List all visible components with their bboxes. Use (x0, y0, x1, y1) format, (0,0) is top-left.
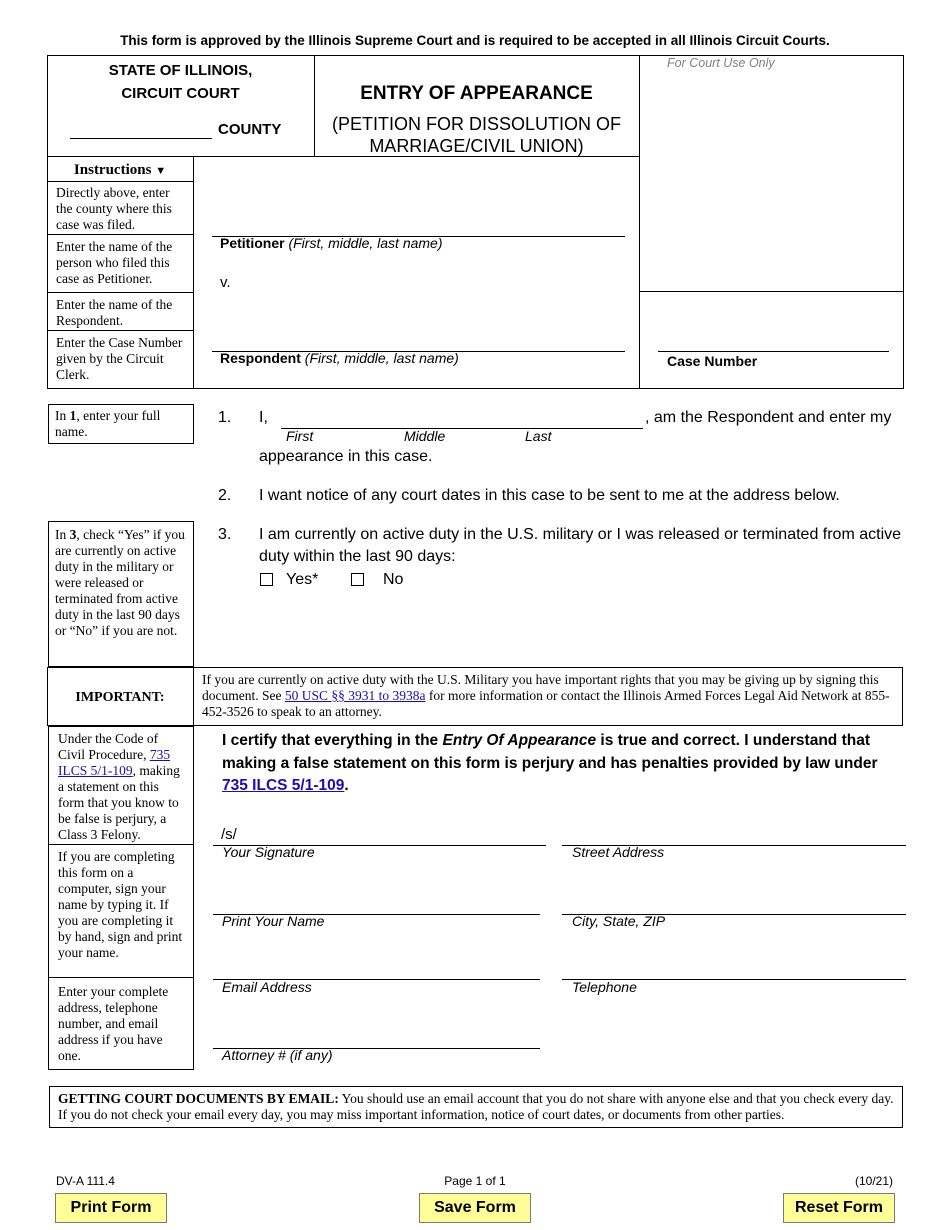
triangle-down-icon: ▼ (155, 165, 167, 177)
petitioner-bold: Petitioner (220, 235, 285, 251)
attorney-number-input[interactable] (213, 1027, 540, 1049)
print-form-button[interactable]: Print Form (55, 1193, 167, 1223)
usc-link[interactable]: 50 USC §§ 3931 to 3938a (284, 688, 426, 703)
last-name-label: Last (525, 428, 552, 444)
item1-number: 1. (218, 409, 232, 426)
instr-petitioner: Enter the name of the person who filed this case as Petitioner. (56, 239, 173, 286)
email-input[interactable] (213, 958, 540, 980)
county-input[interactable] (70, 118, 212, 139)
print-name-label: Print Your Name (222, 913, 325, 929)
telephone-input[interactable] (562, 958, 906, 980)
versus-label: v. (220, 274, 231, 291)
print-name-input[interactable] (213, 893, 540, 915)
certification-text: I certify that everything in the Entry Of Appearance is true and correct. I understand that making a false statement on this form is perjury and has penalties provided by law under 735 ILCS 5/1-109. (222, 732, 878, 794)
no-label: No (383, 571, 404, 588)
instr-county: Directly above, enter the county where this case was filed. (56, 185, 172, 232)
respondent-label (220, 350, 459, 366)
no-checkbox[interactable] (351, 573, 364, 586)
signature-input[interactable] (213, 824, 546, 846)
form-date: (10/21) (855, 1174, 894, 1188)
yes-label: Yes* (286, 571, 319, 588)
respondent-bold: Respondent (220, 350, 301, 366)
instr1-text: In 1, enter your full name. (55, 408, 161, 439)
middle-name-label: Middle (404, 428, 446, 444)
instr-perjury: Under the Code of Civil Procedure, 735 ILCS 5/1-109, making a statement on this form that you know to be false is perjury, a Class 3 Felony. (58, 731, 180, 842)
instr-case-number: Enter the Case Number given by the Circuit Clerk. (56, 335, 183, 382)
ilcs-link-sidebar[interactable]: 735 ILCS 5/1-109 (58, 747, 171, 778)
important-label: IMPORTANT: (75, 690, 165, 705)
street-address-label: Street Address (572, 844, 665, 860)
form-id: DV-A 111.4 (56, 1174, 115, 1188)
respondent-input[interactable] (212, 327, 625, 352)
instr-respondent: Enter the name of the Respondent. (56, 297, 173, 328)
form-subtitle-line1: (PETITION FOR DISSOLUTION OF (331, 114, 621, 134)
item2-number: 2. (218, 487, 232, 504)
petitioner-hint: (First, middle, last name) (288, 235, 443, 251)
item3-line2: duty within the last 90 days: (259, 548, 456, 565)
save-form-button[interactable]: Save Form (419, 1193, 531, 1223)
item2-text: I want notice of any court dates in this case to be sent to me at the address below. (259, 487, 840, 504)
item1-i: I, (259, 409, 268, 426)
first-name-label: First (286, 428, 314, 444)
instructions-header[interactable] (47, 162, 193, 179)
petitioner-input[interactable] (212, 212, 625, 237)
county-label: COUNTY (218, 121, 282, 138)
important-text: If you are currently on active duty with the U.S. Military you have important rights that you may be giving up by signing this document. See 50 USC §§ 3931 to 3938a for more information or contact the Illinois Armed Forces Legal Aid Network at 855-452-3526 to speak to an attorney. (202, 672, 890, 719)
form-title: ENTRY OF APPEARANCE (360, 83, 593, 104)
case-number-input[interactable] (658, 327, 889, 352)
reset-form-button[interactable]: Reset Form (783, 1193, 895, 1223)
instr-sign: If you are completing this form on a computer, sign your name by typing it. If you are completing it by hand, sign and print your name. (58, 849, 183, 960)
instructions-label: Instructions (73, 162, 152, 178)
petitioner-label (220, 235, 443, 251)
circuit-court-line: CIRCUIT COURT (121, 85, 240, 102)
email-label: Email Address (222, 979, 312, 995)
instr-address: Enter your complete address, telephone number, and email address if you have one. (58, 984, 169, 1063)
item3-number: 3. (218, 526, 232, 543)
attorney-number-label: Attorney # (if any) (222, 1047, 333, 1063)
ilcs-link[interactable]: 735 ILCS 5/1-109 (222, 777, 345, 794)
respondent-hint: (First, middle, last name) (304, 350, 459, 366)
item3-line1: I am currently on active duty in the U.S. military or I was released or terminated from active (259, 526, 902, 543)
page-number: Page 1 of 1 (444, 1174, 506, 1188)
full-name-input[interactable] (281, 406, 643, 429)
approval-notice: This form is approved by the Illinois Supreme Court and is required to be accepted in all Illinois Circuit Courts. (120, 33, 830, 48)
signature-label: Your Signature (222, 844, 315, 860)
item1-respondent-text: , am the Respondent and enter my (645, 409, 892, 426)
case-number-label: Case Number (667, 353, 758, 369)
state-line: STATE OF ILLINOIS, (108, 62, 253, 79)
telephone-label: Telephone (572, 979, 637, 995)
court-use-label: For Court Use Only (667, 56, 775, 70)
email-notice-text: GETTING COURT DOCUMENTS BY EMAIL: You should use an email account that you do not share with anyone else and that you check every day. If you do not check your email every day, you may miss important information, notice of court dates, or documents from other parties. (58, 1091, 894, 1122)
instr3-text: In 3, check “Yes” if you are currently on active duty in the military or were released or terminated from active duty in the last 90 days or “No” if you are not. (55, 527, 185, 638)
form-subtitle-line2: MARRIAGE/CIVIL UNION) (369, 136, 584, 156)
street-address-input[interactable] (562, 824, 906, 846)
city-state-zip-input[interactable] (562, 893, 906, 915)
city-state-zip-label: City, State, ZIP (572, 913, 666, 929)
yes-checkbox[interactable] (260, 573, 273, 586)
item1-continued: appearance in this case. (259, 448, 433, 465)
